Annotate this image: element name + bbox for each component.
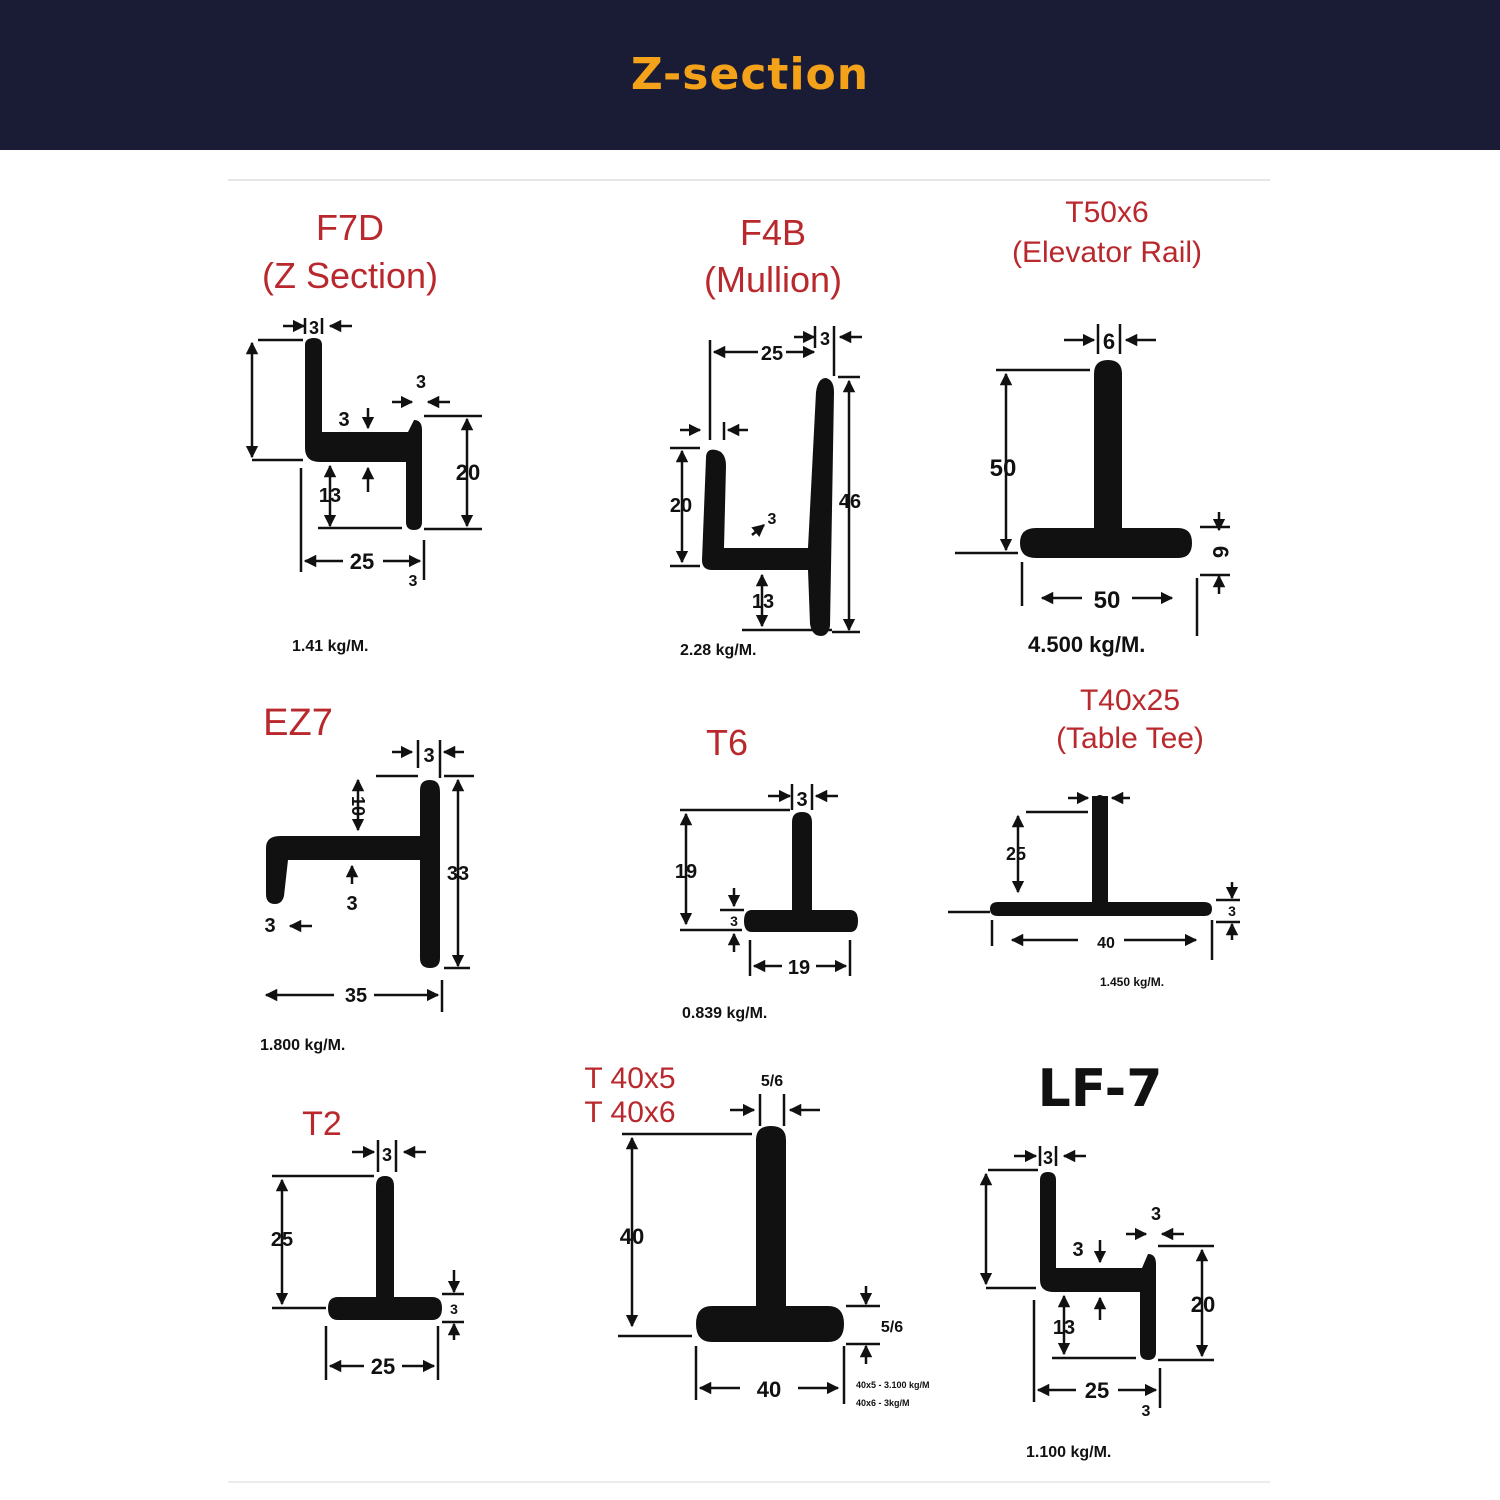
section-subtitle: T 40x6 [584, 1096, 676, 1129]
svg-text:3: 3 [450, 1301, 458, 1317]
elevator-rail-profile [1020, 360, 1192, 558]
svg-text:3: 3 [819, 329, 831, 349]
svg-text:3: 3 [1095, 793, 1105, 810]
svg-text:3: 3 [1150, 1204, 1162, 1224]
svg-text:25: 25 [1005, 844, 1027, 864]
svg-text:25: 25 [1084, 1378, 1110, 1403]
weight-label: 4.500 kg/M. [1028, 632, 1146, 657]
svg-text:3: 3 [346, 893, 358, 915]
section-code: EZ7 [263, 702, 333, 744]
section-subtitle: (Elevator Rail) [1011, 236, 1203, 269]
svg-text:25: 25 [760, 343, 784, 365]
section-code: T2 [302, 1105, 342, 1143]
svg-text:3: 3 [1042, 1148, 1054, 1168]
svg-text:6: 6 [1208, 545, 1233, 559]
svg-text:33: 33 [446, 863, 470, 885]
svg-text:3: 3 [264, 915, 276, 937]
weight-label: 1.41 kg/M. [292, 638, 369, 655]
svg-text:3: 3 [423, 745, 435, 767]
t6-profile [744, 812, 858, 932]
section-ez7 [260, 702, 474, 1054]
svg-text:3: 3 [408, 573, 418, 590]
svg-text:3: 3 [730, 913, 738, 929]
svg-text:20: 20 [1190, 1292, 1216, 1317]
svg-text:3: 3 [308, 318, 320, 338]
svg-text:25: 25 [349, 549, 375, 574]
svg-text:3: 3 [767, 511, 777, 528]
weight-label: 1.450 kg/M. [1100, 975, 1165, 989]
section-t2 [271, 1105, 464, 1380]
section-t6 [675, 722, 858, 1022]
section-t40x5 [584, 1062, 929, 1408]
section-code: F4B [739, 212, 807, 253]
svg-text:19: 19 [674, 861, 698, 883]
section-code: T40x25 [1079, 684, 1181, 717]
svg-text:20: 20 [455, 460, 481, 485]
section-code: F7D [315, 207, 385, 248]
svg-text:3: 3 [1072, 1239, 1084, 1261]
section-f7d [252, 207, 482, 655]
svg-text:10: 10 [348, 795, 368, 817]
weight-label: 2.28 kg/M. [680, 642, 757, 659]
section-t50x6 [955, 196, 1233, 657]
section-t40x25 [948, 684, 1240, 989]
svg-text:3: 3 [338, 409, 350, 431]
svg-text:40: 40 [619, 1224, 645, 1249]
svg-text:3: 3 [1141, 1403, 1151, 1420]
svg-text:40x5 - 3.100 kg/M: 40x5 - 3.100 kg/M [856, 1380, 930, 1390]
section-code: T6 [705, 722, 749, 763]
svg-text:3: 3 [1228, 903, 1236, 919]
section-lf7 [986, 1059, 1215, 1461]
section-subtitle: (Mullion) [703, 259, 843, 300]
section-subtitle: (Z Section) [261, 255, 439, 296]
svg-text:5/6: 5/6 [880, 1319, 904, 1336]
svg-text:5/6: 5/6 [760, 1073, 784, 1090]
svg-text:25: 25 [270, 1229, 294, 1251]
svg-text:3: 3 [796, 789, 808, 811]
section-code: LF-7 [1037, 1059, 1163, 1119]
t40x5-profile [696, 1126, 844, 1342]
svg-text:46: 46 [838, 491, 862, 513]
section-code: T 40x5 [584, 1062, 676, 1095]
svg-text:13: 13 [318, 485, 342, 507]
section-f4b [670, 212, 862, 659]
weight-label: 1.100 kg/M. [1026, 1444, 1112, 1461]
t2-profile [328, 1176, 442, 1320]
svg-text:35: 35 [344, 985, 368, 1007]
svg-text:50: 50 [1093, 587, 1121, 614]
svg-text:3: 3 [381, 1145, 393, 1165]
svg-text:40: 40 [1097, 935, 1115, 952]
svg-text:40: 40 [756, 1377, 782, 1402]
section-code: T50x6 [1065, 196, 1149, 229]
svg-text:13: 13 [751, 591, 775, 613]
page-title: Z-section [630, 49, 870, 100]
weight-label: 0.839 kg/M. [682, 1005, 768, 1022]
svg-text:13: 13 [1052, 1317, 1076, 1339]
section-subtitle: (Table Tee) [1056, 722, 1204, 755]
svg-text:6: 6 [1102, 329, 1116, 354]
svg-text:19: 19 [787, 957, 811, 979]
weight-label: 1.800 kg/M. [260, 1037, 346, 1054]
svg-text:40x6 - 3kg/M: 40x6 - 3kg/M [856, 1398, 910, 1408]
svg-text:20: 20 [669, 495, 693, 517]
svg-text:50: 50 [989, 455, 1017, 482]
svg-text:25: 25 [370, 1354, 396, 1379]
svg-text:3: 3 [415, 372, 427, 392]
